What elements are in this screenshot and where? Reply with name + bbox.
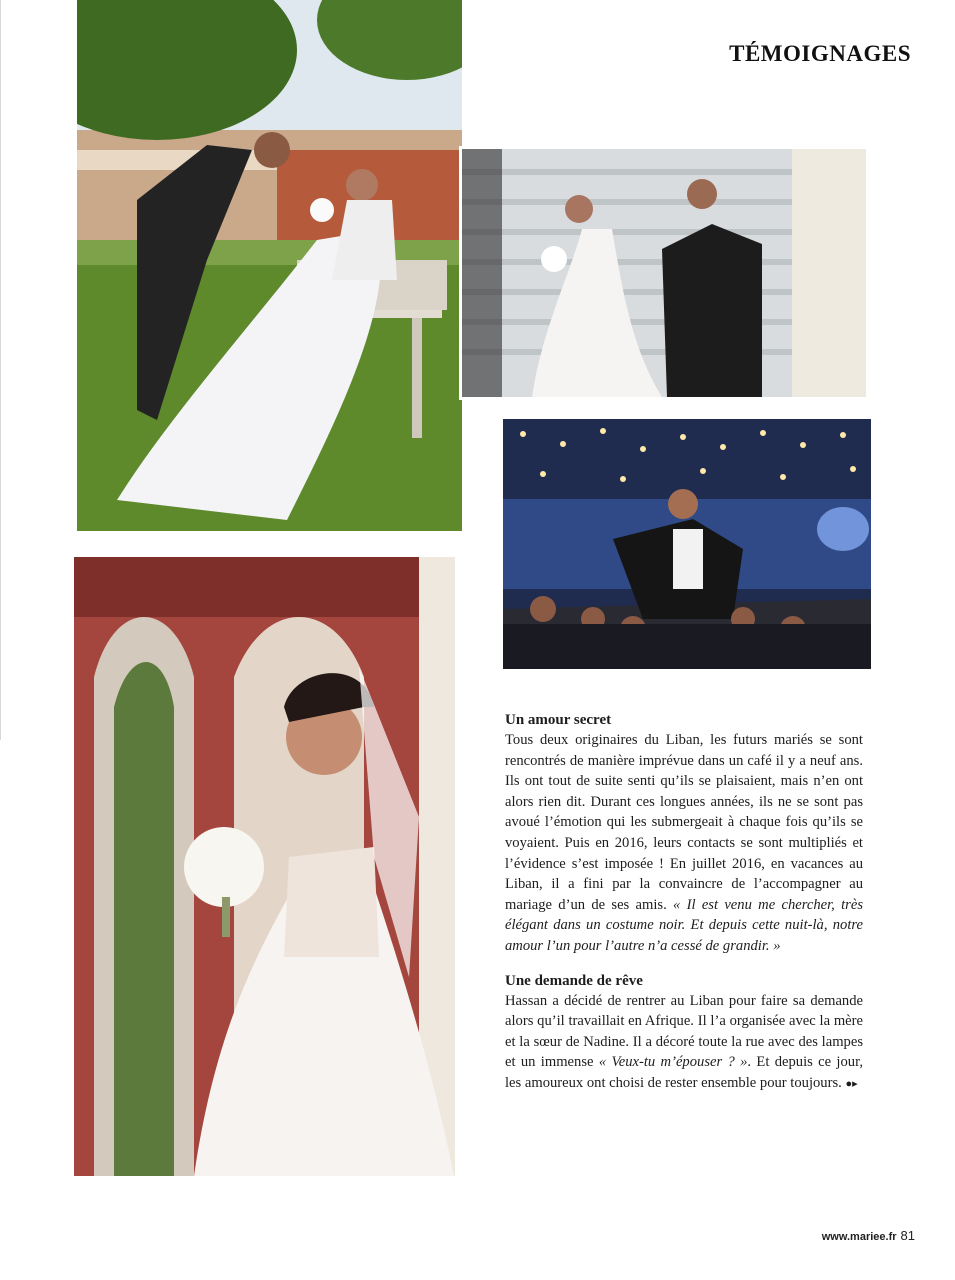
photo-party-groom-lifted: [503, 419, 871, 669]
page-footer: [822, 1228, 915, 1243]
paragraph-1-text: Tous deux originaires du Liban, les futurs mariés se sont rencontrés de manière imprévue dans un café il y a neuf ans. Ils ont tout de suite senti qu’ils se plaisaient, mais n’en ont alors rien dit. Durant ces longues années, ils ne se sont pas avoué l’émotion qui les submergeait à chaque fois qu’ils se voyaient. Puis en 2016, leurs contacts se sont multipliés et l’évidence s’est imposée ! En juillet 2016, en vacances au Liban, il a fini par la convaincre de l’accompagner au mariage d’un de ses amis.: [505, 732, 863, 913]
paragraph-2-text-1: Hassan a décidé de rentrer au Liban pour faire sa demande alors qu’il travaillait en Afrique. Il l’a organisée avec la mère et la sœur de Nadine. Il a décoré toute la rue avec des lampes et un immense: [505, 992, 863, 1071]
section-title: TÉMOIGNAGES: [729, 41, 911, 66]
page-fold-line: [0, 0, 1, 740]
end-mark-icon: ●▸: [845, 1077, 858, 1090]
paragraph-1-quote: « Il est venu me chercher, très élégant dans un costume noir. Et depuis cette nuit-là, notre amour l’un pour l’autre n’a cessé de grandir. »: [505, 896, 864, 954]
article-body: [505, 710, 863, 1095]
paragraph-2-text-2: . Et depuis ce jour, les amoureux ont choisi de rester ensemble pour toujours.: [505, 1054, 864, 1091]
heading-une-demande-de-reve: Une demande de rêve: [505, 972, 643, 989]
footer-site-url: www.mariee.fr: [821, 1231, 897, 1243]
page-number: 81: [900, 1228, 915, 1243]
photo-staircase-couple: [459, 146, 869, 400]
paragraph-un-amour-secret: [505, 730, 863, 957]
paragraph-2-quote: « Veux-tu m’épouser ? »: [598, 1054, 748, 1071]
photo-garden-couple: [77, 0, 479, 531]
heading-un-amour-secret: Un amour secret: [505, 712, 612, 728]
paragraph-une-demande-de-reve: [505, 991, 863, 1095]
photo-bride-portrait: [74, 557, 455, 1176]
